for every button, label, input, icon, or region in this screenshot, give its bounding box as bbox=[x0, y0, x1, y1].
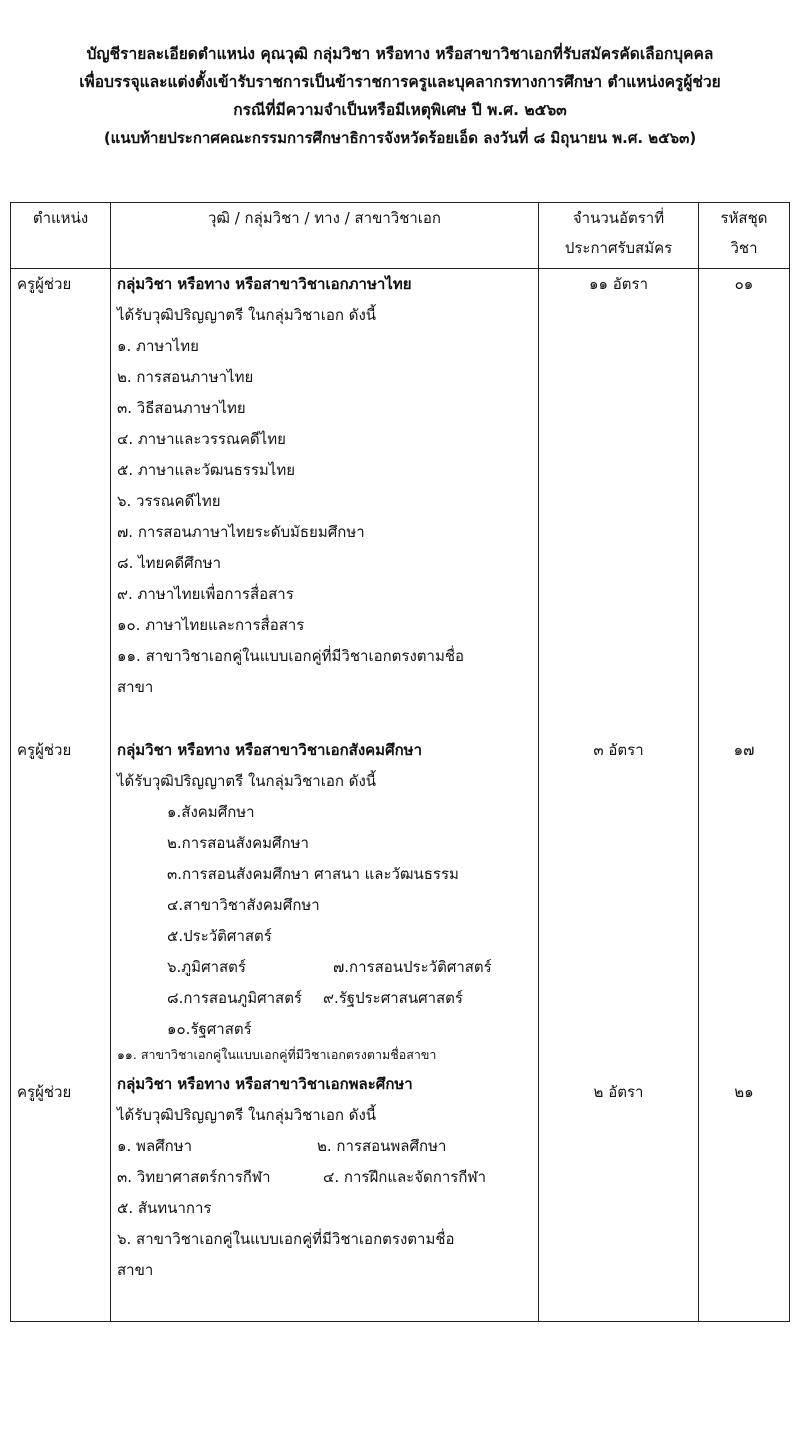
list-item: ๓. วิทยาศาสตร์การกีฬา bbox=[117, 1168, 271, 1186]
list-item: ๑๑. สาขาวิชาเอกคู่ในแบบเอกคู่ที่มีวิชาเอกตรงตามชื่อสาขา bbox=[117, 1047, 437, 1062]
table-body-row bbox=[11, 269, 790, 1322]
list-item: ๓. วิธีสอนภาษาไทย bbox=[117, 399, 246, 417]
list-item: ๕. สันทนาการ bbox=[117, 1199, 212, 1217]
list-item: สาขา bbox=[117, 1261, 154, 1279]
title-line-2: เพื่อบรรจุและแต่งตั้งเข้ารับราชการเป็นข้าราชการครูและบุคลากรทางการศึกษา ตำแหน่งครูผู้ช่วย bbox=[79, 73, 721, 91]
header-position: ตำแหน่ง bbox=[11, 203, 111, 269]
position-social: ครูผู้ช่วย bbox=[17, 741, 72, 759]
group-heading-thai: กลุ่มวิชา หรือทาง หรือสาขาวิชาเอกภาษาไทย bbox=[117, 275, 412, 293]
group-heading-pe: กลุ่มวิชา หรือทาง หรือสาขาวิชาเอกพละศึกษา bbox=[117, 1075, 413, 1093]
list-item: ๔. การฝึกและจัดการกีฬา bbox=[323, 1168, 487, 1186]
table-header-row bbox=[11, 203, 790, 269]
list-item: สาขา bbox=[117, 678, 154, 696]
list-item: ๘.การสอนภูมิศาสตร์ bbox=[167, 989, 302, 1007]
positions-table bbox=[10, 202, 790, 1322]
degree-social: ได้รับวุฒิปริญญาตรี ในกลุ่มวิชาเอก ดังนี้ bbox=[117, 772, 377, 790]
header-code-line-2: วิชา bbox=[730, 239, 758, 257]
list-item: ๓.การสอนสังคมศึกษา ศาสนา และวัฒนธรรม bbox=[167, 865, 459, 883]
list-item: ๖. วรรณคดีไทย bbox=[117, 492, 221, 510]
list-item: ๑.สังคมศึกษา bbox=[167, 803, 255, 821]
header-count bbox=[539, 203, 699, 269]
list-item: ๑๐.รัฐศาสตร์ bbox=[167, 1020, 252, 1038]
list-item: ๒. การสอนพลศึกษา bbox=[317, 1137, 447, 1155]
code-thai: ๐๑ bbox=[734, 275, 754, 293]
list-item: ๙. ภาษาไทยเพื่อการสื่อสาร bbox=[117, 585, 294, 603]
degree-thai: ได้รับวุฒิปริญญาตรี ในกลุ่มวิชาเอก ดังนี้ bbox=[117, 306, 377, 324]
count-pe: ๒ อัตรา bbox=[593, 1083, 644, 1101]
header-count-line-1: จำนวนอัตราที่ bbox=[572, 209, 665, 227]
group-heading-social: กลุ่มวิชา หรือทาง หรือสาขาวิชาเอกสังคมศึกษา bbox=[117, 741, 422, 759]
title-line-4: (แนบท้ายประกาศคณะกรรมการศึกษาธิการจังหวัดร้อยเอ็ด ลงวันที่ ๘ มิถุนายน พ.ศ. ๒๕๖๓) bbox=[103, 129, 697, 147]
qualification-cell bbox=[111, 269, 539, 1322]
list-item: ๒.การสอนสังคมศึกษา bbox=[167, 834, 309, 852]
position-cell bbox=[11, 269, 111, 1322]
header-count-line-2: ประกาศรับสมัคร bbox=[564, 239, 673, 257]
header-qualification: วุฒิ / กลุ่มวิชา / ทาง / สาขาวิชาเอก bbox=[111, 203, 539, 269]
list-item: ๖. สาขาวิชาเอกคู่ในแบบเอกคู่ที่มีวิชาเอกตรงตามชื่อ bbox=[117, 1230, 455, 1248]
count-thai: ๑๑ อัตรา bbox=[588, 275, 649, 293]
list-item: ๑. ภาษาไทย bbox=[117, 337, 199, 355]
document-header bbox=[0, 40, 800, 152]
code-social: ๑๗ bbox=[733, 741, 755, 759]
list-item: ๕. ภาษาและวัฒนธรรมไทย bbox=[117, 461, 296, 479]
list-item: ๑๐. ภาษาไทยและการสื่อสาร bbox=[117, 616, 305, 634]
code-pe: ๒๑ bbox=[734, 1083, 754, 1101]
count-social: ๓ อัตรา bbox=[593, 741, 644, 759]
title-line-1: บัญชีรายละเอียดตำแหน่ง คุณวุฒิ กลุ่มวิชา หรือทาง หรือสาขาวิชาเอกที่รับสมัครคัดเลือกบุคคล bbox=[86, 45, 714, 63]
title-line-3: กรณีที่มีความจำเป็นหรือมีเหตุพิเศษ ปี พ.ศ. ๒๕๖๓ bbox=[233, 101, 567, 119]
list-item: ๙.รัฐประศาสนศาสตร์ bbox=[323, 989, 463, 1007]
header-code bbox=[699, 203, 790, 269]
list-item: ๑๑. สาขาวิชาเอกคู่ในแบบเอกคู่ที่มีวิชาเอกตรงตามชื่อ bbox=[117, 647, 465, 665]
list-item: ๕.ประวัติศาสตร์ bbox=[167, 927, 272, 945]
header-code-line-1: รหัสชุด bbox=[720, 209, 768, 227]
list-item: ๗.การสอนประวัติศาสตร์ bbox=[333, 958, 492, 976]
list-item: ๘. ไทยคดีศึกษา bbox=[117, 554, 222, 572]
position-thai: ครูผู้ช่วย bbox=[17, 275, 72, 293]
list-item: ๒. การสอนภาษาไทย bbox=[117, 368, 254, 386]
list-item: ๗. การสอนภาษาไทยระดับมัธยมศึกษา bbox=[117, 523, 365, 541]
degree-pe: ได้รับวุฒิปริญญาตรี ในกลุ่มวิชาเอก ดังนี้ bbox=[117, 1106, 377, 1124]
list-item: ๔. ภาษาและวรรณคดีไทย bbox=[117, 430, 286, 448]
list-item: ๖.ภูมิศาสตร์ bbox=[167, 958, 246, 976]
list-item: ๔.สาขาวิชาสังคมศึกษา bbox=[167, 896, 320, 914]
position-pe: ครูผู้ช่วย bbox=[17, 1083, 72, 1101]
list-item: ๑. พลศึกษา bbox=[117, 1137, 193, 1155]
code-cell bbox=[699, 269, 790, 1322]
count-cell bbox=[539, 269, 699, 1322]
